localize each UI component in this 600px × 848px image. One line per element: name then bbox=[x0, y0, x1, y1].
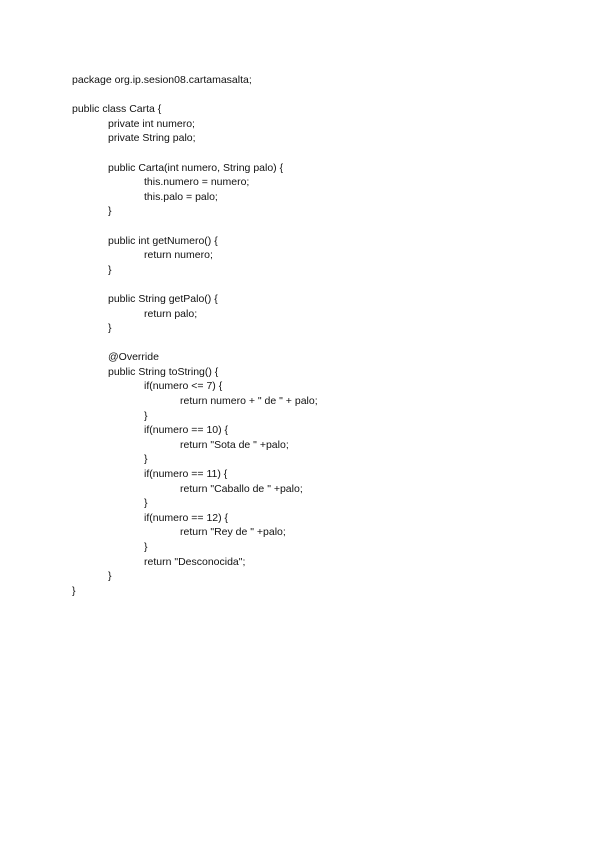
code-line: private String palo; bbox=[108, 132, 196, 145]
blank-line bbox=[72, 277, 572, 292]
code-line: } bbox=[144, 453, 148, 466]
code-line: return "Rey de " +palo; bbox=[180, 526, 286, 539]
code-line: this.palo = palo; bbox=[144, 190, 218, 203]
blank-line bbox=[72, 146, 572, 161]
code-line: return "Caballo de " +palo; bbox=[180, 482, 303, 495]
code-line: return "Sota de " +palo; bbox=[180, 438, 289, 451]
code-line: } bbox=[108, 205, 112, 218]
code-line: @Override bbox=[108, 351, 159, 364]
code-line: } bbox=[108, 322, 112, 335]
code-line: public Carta(int numero, String palo) { bbox=[108, 161, 284, 174]
code-line: public String toString() { bbox=[108, 365, 219, 378]
code-line: return numero; bbox=[144, 249, 213, 262]
code-line: if(numero == 12) { bbox=[144, 511, 229, 524]
code-line: } bbox=[144, 409, 148, 422]
code-line: return palo; bbox=[144, 307, 198, 320]
blank-line bbox=[72, 336, 572, 351]
blank-line bbox=[72, 219, 572, 234]
code-line: private int numero; bbox=[108, 117, 195, 130]
code-line: if(numero == 11) { bbox=[144, 468, 228, 481]
code-line: this.numero = numero; bbox=[144, 176, 250, 189]
code-line: if(numero == 10) { bbox=[144, 424, 229, 437]
code-block bbox=[72, 73, 572, 598]
code-line: return numero + " de " + palo; bbox=[180, 395, 318, 408]
code-line: } bbox=[72, 584, 76, 597]
code-line: } bbox=[144, 541, 148, 553]
code-line: } bbox=[144, 497, 148, 510]
code-line: if(numero <= 7) { bbox=[144, 380, 223, 393]
code-line: public class Carta { bbox=[72, 103, 162, 116]
blank-line bbox=[72, 88, 572, 103]
code-line: } bbox=[108, 263, 112, 276]
code-line: } bbox=[108, 570, 112, 583]
code-line: return "Desconocida"; bbox=[144, 555, 246, 568]
code-line: package org.ip.sesion08.cartamasalta; bbox=[72, 74, 252, 86]
code-line: public int getNumero() { bbox=[108, 234, 218, 247]
code-line: public String getPalo() { bbox=[108, 292, 218, 305]
